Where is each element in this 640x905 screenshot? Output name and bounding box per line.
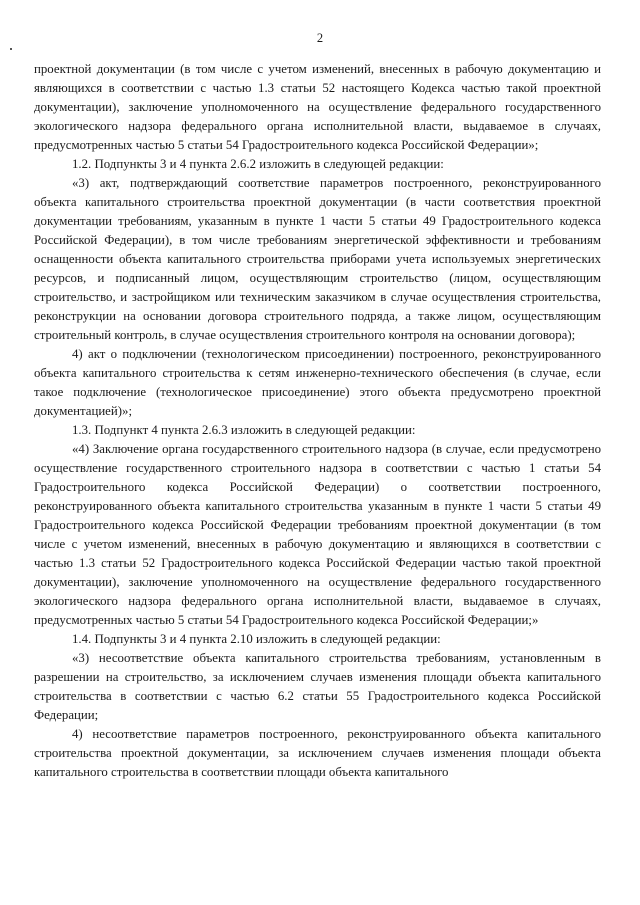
paragraph-continuation: проектной документации (в том числе с учетом изменений, внесенных в рабочую документацию и являющихся в соответствии с частью 1.3 статьи 52 настоящего Кодекса частью такой проектной документации), заключение уполномоченного на осуществление федерального государственного экологического надзора федерального органа исполнительной власти, выдаваемое в случаях, предусмотренных частью 5 статьи 54 Градостроительного кодекса Российской Федерации»; [34, 62, 601, 152]
scan-artifact-dot [10, 48, 12, 50]
paragraph-subitem-3-nonconformity: «3) несоответствие объекта капитального строительства требованиям, установленным в разрешении на строительство, за исключением случаев изменения площади объекта капитального строительства в соответствии с частью 6.2 статьи 55 Градостроительного кодекса Российской Федерации; [34, 651, 601, 722]
paragraph-subitem-4-nonconformity: 4) несоответствие параметров построенного, реконструированного объекта капитального строительства проектной документации, за исключением случаев изменения площади объекта капитального строительства в соответствии площади объекта капитального [34, 727, 601, 779]
paragraph-item-1-2: 1.2. Подпункты 3 и 4 пункта 2.6.2 изложить в следующей редакции: [72, 157, 444, 171]
paragraph-subitem-4: 4) акт о подключении (технологическом присоединении) построенного, реконструированного объекта капитального строительства к сетям инженерно-технического обеспечения (в случае, если такое подключение (технологическое присоединение) этого объекта предусмотрено проектной документацией)»; [34, 347, 601, 418]
paragraph-subitem-3: «3) акт, подтверждающий соответствие параметров построенного, реконструированного объекта капитального строительства проектной документации (в части соответствия проектной документации требованиям, указанным в пункте 1 части 5 статьи 49 Градостроительного кодекса Российской Федерации), в том числе требованиям энергетической эффективности и требованиям оснащенности объекта капитального строительства приборами учета используемых энергетических ресурсов, и подписанный лицом, осуществляющим строительство (лицом, осуществляющим строительство, и застройщиком или техническим заказчиком в случае осуществления строительства, реконструкции на основании договора строительного подряда, а также лицом, осуществляющим строительный контроль, в случае осуществления строительного контроля на основании договора); [34, 176, 601, 342]
page-number: 2 [316, 31, 324, 45]
paragraph-item-1-3: 1.3. Подпункт 4 пункта 2.6.3 изложить в следующей редакции: [72, 423, 416, 437]
document-body [34, 60, 601, 782]
paragraph-item-1-4: 1.4. Подпункты 3 и 4 пункта 2.10 изложить в следующей редакции: [72, 632, 441, 646]
paragraph-subitem-4-conclusion: «4) Заключение органа государственного строительного надзора (в случае, если предусмотрено осуществление государственного строительного надзора в соответствии с частью 1 статьи 54 Градостроительного кодекса Российской Федерации) о соответствии построенного, реконструированного объекта капитального строительства указанным в пункте 1 части 5 статьи 49 Градостроительного кодекса Российской Федерации требованиям проектной документации (в том числе с учетом изменений, внесенных в рабочую документацию и являющихся в соответствии с частью 1.3 статьи 52 Градостроительного кодекса Российской Федерации частью такой проектной документации), заключение уполномоченного на осуществление федерального государственного экологического надзора федерального органа исполнительной власти, выдаваемое в случаях, предусмотренных частью 5 статьи 54 Градостроительного кодекса Российской Федерации;» [34, 442, 601, 627]
